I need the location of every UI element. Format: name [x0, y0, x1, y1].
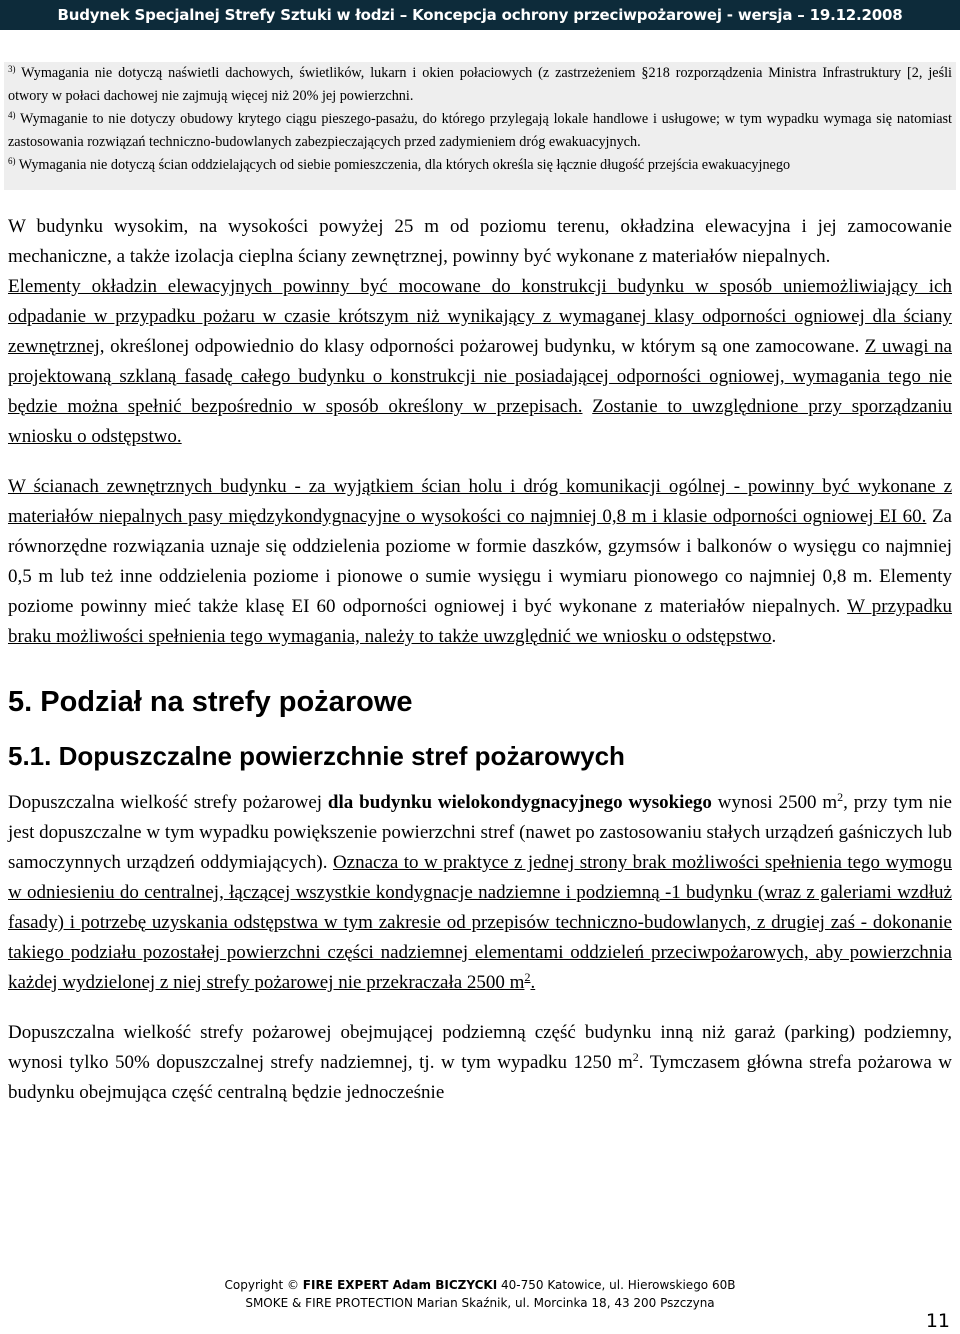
- underlined-text: W przypadku braku możliwości spełnienia tego wymagania, należy to także uwzględnić we wniosku o odstępstwo: [8, 596, 952, 647]
- main-content: [8, 212, 952, 1108]
- text: Dopuszczalna wielkość strefy pożarowej obejmującej podziemną część budynku inną niż garaż (parking) podziemny, wynosi tylko 50% dopuszczalnej strefy nadziemnej, tj. w tym wypadku 1250 m: [8, 1022, 952, 1073]
- underlined-text: Oznacza to w praktyce z jednej strony brak możliwości spełnienia tego wymogu w odniesieniu do centralnej, łączącej wszystkie kondygnacje nadziemne i podziemną -1 budynku (wraz z galeriami wzdłuż fasady) i potrzebę uzyskania odstępstwa w tym zakresie od przepisów techniczno-budowlanych, z drugiej zaś - dokonanie takiego podziału pozostałej powierzchni części nadziemnej elementami oddzieleń przeciwpożarowych, aby powierzchnia każdej wydzielonej z niej strefy pożarowej nie przekraczała 2500 m: [8, 852, 952, 993]
- header-title: Budynek Specjalnej Strefy Sztuki w łodzi – Koncepcja ochrony przeciwpożarowej - wersja – 19.12.2008: [57, 6, 903, 24]
- paragraph-facade-cladding: W budynku wysokim, na wysokości powyżej 25 m od poziomu terenu, okładzina elewacyjna i jej zamocowanie mechaniczne, a także izolacja cieplna ściany zewnętrznej, powinny być wykonane z materiałów niepalnych.: [8, 216, 952, 267]
- footnote-number: 6): [8, 156, 16, 166]
- underlined-text: .: [530, 972, 536, 993]
- superscript: 2: [524, 970, 531, 984]
- text: , przy tym nie jest dopuszczalne w tym wypadku powiększenie powierzchni stref (nawet po zastosowaniu stałych urządzeń gaśniczych lub samoczynnych urządzeń oddymiających).: [8, 792, 952, 873]
- footer-text: 40-750 Katowice, ul. Hierowskiego 60B: [497, 1278, 736, 1292]
- footer-copyright: [0, 1276, 960, 1294]
- footnote-number: 4): [8, 110, 16, 120]
- paragraph-zone-size: [8, 788, 952, 998]
- document-footer: [0, 1276, 960, 1312]
- footnote-text: Wymagania nie dotyczą ścian oddzielających od siebie pomieszczenia, dla których określa się łącznie długość przejścia ewakuacyjnego: [15, 157, 791, 173]
- footnotes-box: [4, 62, 956, 190]
- footnote-4: [8, 108, 952, 154]
- paragraph-interstorey-belts: [8, 472, 952, 652]
- text: wynosi 2500 m: [711, 792, 838, 813]
- footnote-3: [8, 62, 952, 108]
- document-header: [0, 0, 960, 30]
- section-heading: 5. Podział na strefy pożarowe: [8, 686, 413, 718]
- text: Za równorzędne rozwiązania uznaje się oddzielenia poziome w formie daszków, gzymsów i balkonów o wysięgu co najmniej 0,5 m lub też inne oddzielenia poziome i pionowe o sumie wysięgu i wymiaru pionowego co najmniej 0,8 m. Elementy poziome powinny mieć także klasę EI 60 odporności ogniowej i być wykonane z materiałów niepalnych.: [8, 506, 952, 617]
- underlined-text: W ścianach zewnętrznych budynku - za wyjątkiem ścian holu i dróg komunikacji ogólnej - powinny być wykonane z materiałów niepalnych pasy międzykondygnacyjne o wysokości co najmniej 0,8 m i klasie odporności ogniowej EI 60.: [8, 476, 952, 527]
- page-number: 11: [925, 1310, 950, 1332]
- footnote-number: 3): [8, 64, 16, 74]
- footer-partner: SMOKE & FIRE PROTECTION Marian Skaźnik, ul. Morcinka 18, 43 200 Pszczyna: [245, 1296, 715, 1310]
- superscript: 2: [632, 1050, 639, 1064]
- text: , określonej odpowiednio do klasy odporności pożarowej budynku, w którym są one zamocowane.: [99, 336, 865, 357]
- underlined-text: Elementy okładzin elewacyjnych powinny być mocowane do konstrukcji budynku w sposób uniemożliwiający ich odpadanie w przypadku pożaru w czasie krótszym niż wynikający z wymaganej klasy odporności ogniowej dla ściany zewnętrznej: [8, 276, 952, 357]
- bold-text: dla budynku wielokondygnacyjnego wysokiego: [327, 792, 712, 813]
- paragraph-underground-zone: [8, 1018, 952, 1108]
- text: [582, 396, 592, 417]
- footnote-6: [8, 154, 952, 177]
- footer-text: Copyright ©: [224, 1278, 303, 1292]
- underlined-text: Zostanie to uwzględnione przy sporządzaniu wniosku o odstępstwo.: [8, 396, 952, 447]
- text: Dopuszczalna wielkość strefy pożarowej: [8, 792, 328, 813]
- subsection-heading: 5.1. Dopuszczalne powierzchnie stref pożarowych: [8, 741, 625, 771]
- underlined-text: Z uwagi na projektowaną szklaną fasadę całego budynku o konstrukcji nie posiadającej odporności ogniowej, wymagania tego nie będzie można spełnić bezpośrednio w sposób określony w przepisach.: [8, 336, 952, 417]
- paragraph-cladding-mounting: [8, 272, 952, 452]
- footer-brand: FIRE EXPERT Adam BICZYCKI: [302, 1278, 498, 1292]
- footnote-text: Wymaganie to nie dotyczy obudowy krytego ciągu pieszego-pasażu, do którego przylegają lokale handlowe i usługowe; w tym wypadku wymaga się natomiast zastosowania rozwiązań techniczno-budowlanych zabezpieczających przed zadymieniem dróg ewakuacyjnych.: [8, 111, 952, 150]
- text: .: [771, 626, 777, 647]
- text: . Tymczasem główna strefa pożarowa w budynku obejmująca część centralną będzie jednocześnie: [8, 1052, 952, 1103]
- footnote-text: Wymagania nie dotyczą naświetli dachowych, świetlików, lukarn i okien połaciowych (z zastrzeżeniem §218 rozporządzenia Ministra Infrastruktury [2, jeśli otwory w połaci dachowej nie zajmują więcej niż 20% jej powierzchni.: [8, 65, 952, 104]
- superscript: 2: [837, 790, 844, 804]
